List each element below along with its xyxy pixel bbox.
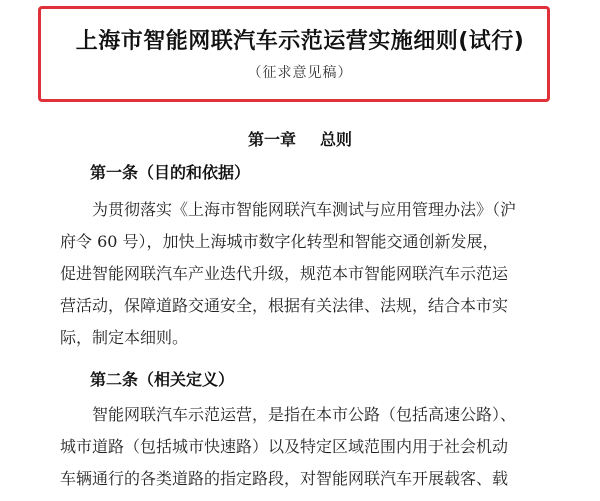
chapter-number: 第一章: [247, 130, 296, 149]
chapter-name: 总则: [320, 130, 353, 149]
article-2-body: [60, 399, 550, 495]
article-2-line: 智能网联汽车示范运营，是指在本市公路（包括高速公路）、: [92, 405, 517, 424]
article-1-line: 府令 60 号），加快上海城市数字化转型和智能交通创新发展，: [60, 232, 499, 251]
document-title: 上海市智能网联汽车示范运营实施细则(试行): [75, 29, 525, 54]
document-subtitle: （征求意见稿）: [247, 65, 353, 81]
article-2-heading: 第二条（相关定义）: [90, 370, 235, 389]
article-1-line: 营活动，保障道路交通安全，根据有关法律、法规，结合本市实: [60, 296, 509, 315]
article-1-line: 为贯彻落实《上海市智能网联汽车测试与应用管理办法》（沪: [92, 200, 517, 219]
article-1-heading: 第一条（目的和依据）: [90, 163, 251, 182]
article-1-line: 促进智能网联汽车产业迭代升级，规范本市智能网联汽车示范运: [60, 264, 509, 283]
chapter-heading: [0, 127, 600, 150]
article-2-line: 车辆通行的各类道路的指定路段，对智能网联汽车开展载客、载: [60, 469, 509, 488]
article-2-line: 城市道路（包括城市快速路）以及特定区域范围内用于社会机动: [60, 437, 509, 456]
article-1-body: [60, 194, 550, 354]
article-1-line: 际，制定本细则。: [60, 328, 189, 347]
